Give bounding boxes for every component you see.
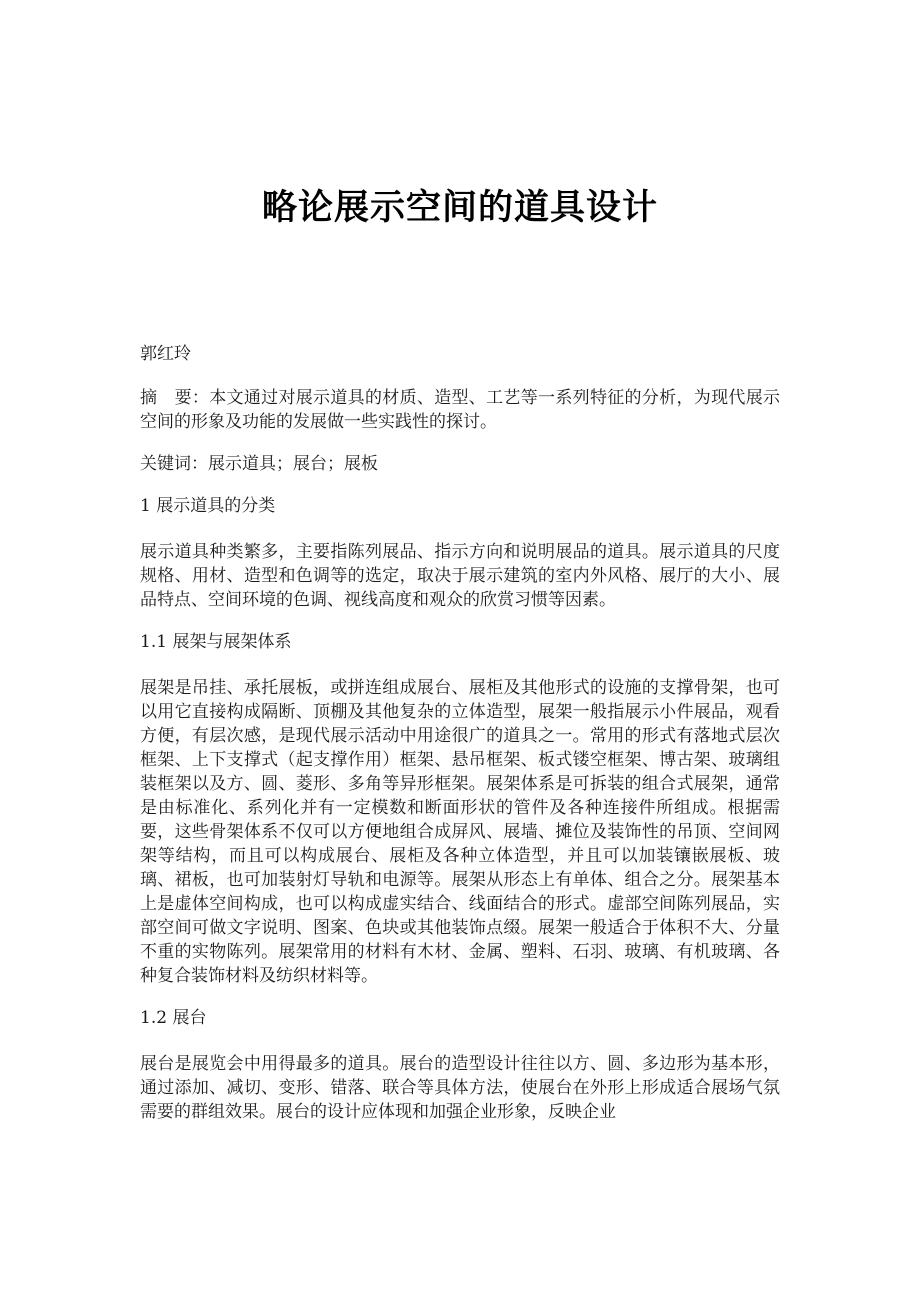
section-paragraph: 展台是展览会中用得最多的道具。展台的造型设计往往以方、圆、多边形为基本形，通过添加、减切、变形、错落、联合等具体方法，使展台在外形上形成适合展场气氛需要的群组效果。展台的设计应体现和加强企业形象，反映企业 [140,1054,780,1122]
section-heading: 1.2 展台 [140,1008,207,1028]
paper-body [140,342,780,1142]
section-heading: 1.1 展架与展架体系 [140,632,292,652]
keywords-paragraph: 关键词：展示道具；展台；展板 [140,454,378,474]
section-paragraph: 展架是吊挂、承托展板，或拼连组成展台、展柜及其他形式的设施的支撑骨架，也可以用它直接构成隔断、顶棚及其他复杂的立体造型，展架一般指展示小件展品，观看方便，有层次感，是现代展示活动中用途很广的道具之一。常用的形式有落地式层次框架、上下支撑式（起支撑作用）框架、悬吊框架、板式镂空框架、博古架、玻璃组装框架以及方、圆、菱形、多角等异形框架。展架体系是可拆装的组合式展架，通常是由标准化、系列化并有一定模数和断面形状的管件及各种连接件所组成。根据需要，这些骨架体系不仅可以方便地组合成屏风、展墙、摊位及装饰性的吊顶、空间网架等结构，而且可以构成展台、展柜及各种立体造型，并且可以加装镶嵌展板、玻璃、裙板，也可加装射灯导轨和电源等。展架从形态上有单体、组合之分。展架基本上是虚体空间构成，也可以构成虚实结合、线面结合的形式。虚部空间陈列展品，实部空间可做文字说明、图案、色块或其他装饰点缀。展架一般适合于体积不大、分量不重的实物陈列。展架常用的材料有木材、金属、塑料、石羽、玻璃、有机玻璃、各种复合装饰材料及纺织材料等。 [140,678,780,986]
author-name: 郭红玲 [140,344,191,364]
paper-title: 略论展示空间的道具设计 [261,187,658,228]
abstract-paragraph: 摘 要：本文通过对展示道具的材质、造型、工艺等一系列特征的分析，为现代展示空间的形象及功能的发展做一些实践性的探讨。 [140,388,780,432]
section-paragraph: 展示道具种类繁多，主要指陈列展品、指示方向和说明展品的道具。展示道具的尺度规格、用材、造型和色调等的选定，取决于展示建筑的室内外风格、展厅的大小、展品特点、空间环境的色调、视线高度和观众的欣赏习惯等因素。 [140,542,780,610]
section-heading: 1 展示道具的分类 [140,496,276,516]
